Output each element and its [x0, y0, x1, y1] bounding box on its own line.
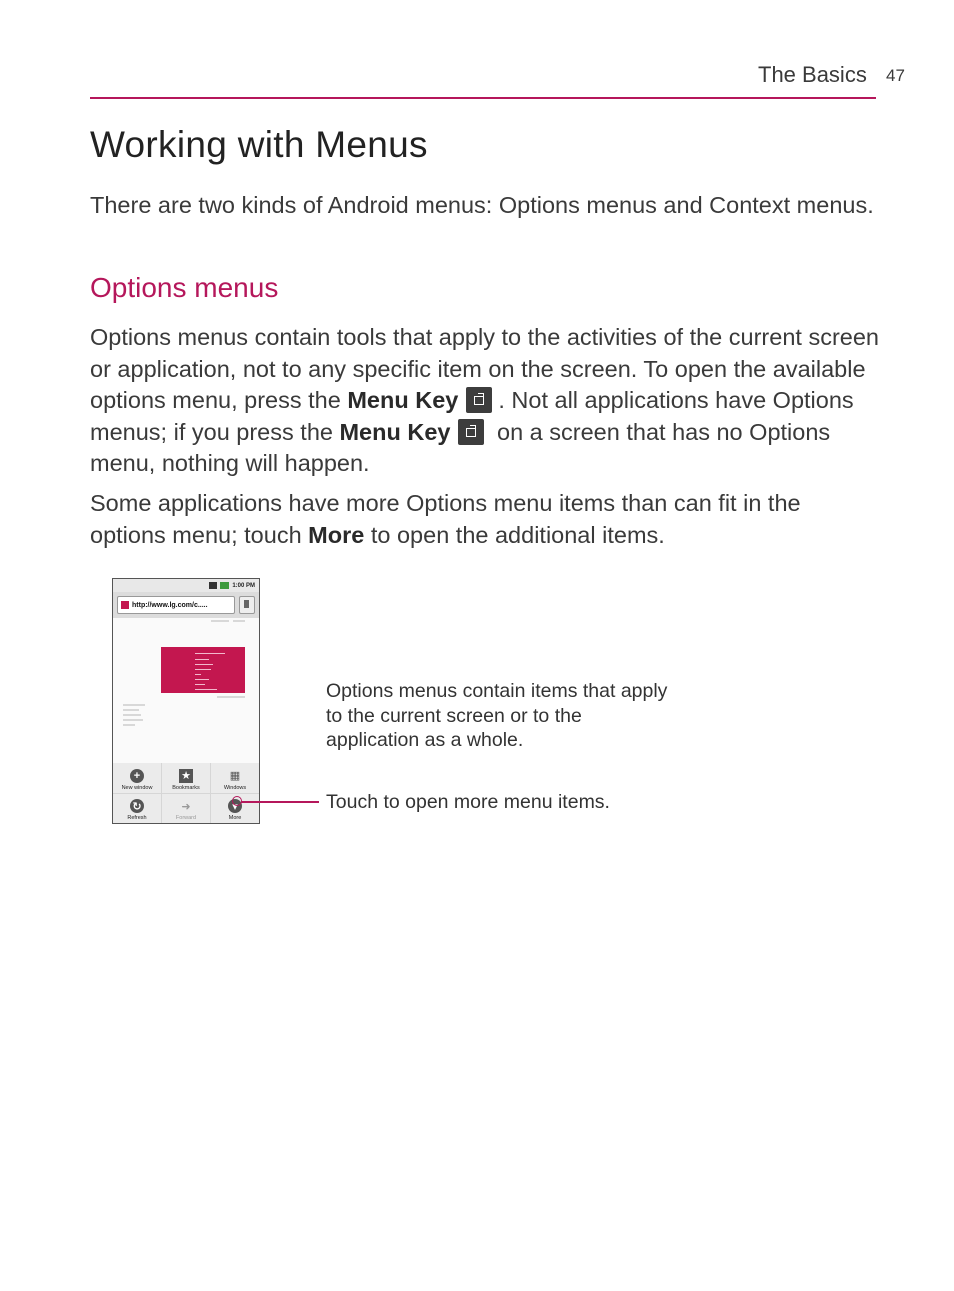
bookmark-star-button[interactable] — [239, 596, 255, 614]
banner-text-line — [195, 679, 209, 680]
menu-key-icon — [466, 387, 492, 413]
banner-text-line — [195, 684, 205, 685]
options-menus-paragraph — [90, 322, 880, 480]
menu-item-label: More — [228, 815, 242, 821]
more-paragraph — [90, 488, 880, 551]
page-text-line — [217, 696, 245, 698]
refresh-icon: ↻ — [130, 799, 144, 813]
intro-paragraph: There are two kinds of Android menus: Options menus and Context menus. — [90, 192, 874, 218]
options-menu-panel — [113, 763, 259, 823]
url-field[interactable] — [117, 596, 235, 614]
promo-banner — [161, 647, 245, 693]
page-text-line — [123, 704, 145, 706]
more-text-1: Some applications have more Options menu items than can fit in the options menu; touch — [90, 490, 801, 548]
options-text-1: Options menus contain tools that apply to the activities of the current screen or application, not to any specific item on the screen. To open the available options menu, press the — [90, 324, 879, 413]
banner-text-line — [195, 664, 213, 665]
page-text-line — [123, 714, 141, 716]
menu-item-forward[interactable] — [162, 794, 210, 824]
menu-item-refresh[interactable] — [113, 794, 161, 824]
status-time: 1:00 PM — [232, 582, 255, 589]
chevron-down-icon: ▾ — [228, 799, 242, 813]
callout-leader-dot — [232, 796, 242, 806]
arrow-right-icon: ➜ — [181, 800, 191, 813]
signal-icon — [209, 582, 217, 589]
menu-key-icon — [458, 419, 484, 445]
banner-text-line — [195, 653, 225, 654]
more-label: More — [308, 521, 365, 548]
banner-text-line — [195, 674, 201, 675]
page-text-line — [123, 719, 143, 721]
more-text-2: to open the additional items. — [370, 521, 665, 548]
options-text-2: . Not all applications have Options menus; if you press the — [90, 387, 854, 445]
banner-text-line — [195, 669, 211, 670]
header-section-title: The Basics — [758, 62, 867, 87]
windows-icon: ▦ — [229, 770, 241, 782]
banner-text-line — [195, 659, 209, 660]
status-bar — [113, 579, 259, 592]
page-text-line — [123, 724, 135, 726]
favicon-icon — [121, 601, 129, 609]
page-text-line — [233, 620, 245, 622]
banner-text-line — [195, 689, 217, 690]
page-text-line — [211, 620, 229, 622]
phone-screenshot — [112, 578, 260, 824]
callout-more-description: Touch to open more menu items. — [326, 791, 610, 813]
bookmark-icon: ★ — [179, 769, 193, 783]
url-text: http://www.lg.com/c..... — [132, 601, 208, 609]
web-page-content — [113, 618, 259, 763]
menu-key-label: Menu Key — [347, 387, 459, 413]
options-text-3: on a screen that has no Options menu, nothing will happen. — [90, 418, 831, 476]
header-rule — [90, 97, 876, 99]
page-number: 47 — [886, 66, 905, 85]
plus-icon: + — [130, 769, 144, 783]
menu-item-windows[interactable] — [211, 763, 259, 793]
menu-item-label: Windows — [223, 784, 247, 791]
page-title: Working with Menus — [90, 124, 428, 165]
menu-item-bookmarks[interactable] — [162, 763, 210, 793]
menu-item-label: New window — [121, 784, 153, 791]
options-menus-heading: Options menus — [90, 272, 279, 303]
menu-item-label: Bookmarks — [172, 784, 200, 791]
menu-item-new-window[interactable] — [113, 763, 161, 793]
menu-key-label: Menu Key — [339, 418, 451, 445]
callout-menu-description: Options menus contain items that apply to the current screen or to the application as a whole. — [326, 680, 668, 751]
page-text-line — [123, 709, 139, 711]
menu-item-label: Refresh — [127, 815, 147, 821]
menu-item-label: Forward — [175, 815, 197, 821]
browser-url-bar — [113, 592, 259, 618]
battery-icon — [220, 582, 229, 589]
callout-leader-line — [241, 801, 319, 803]
